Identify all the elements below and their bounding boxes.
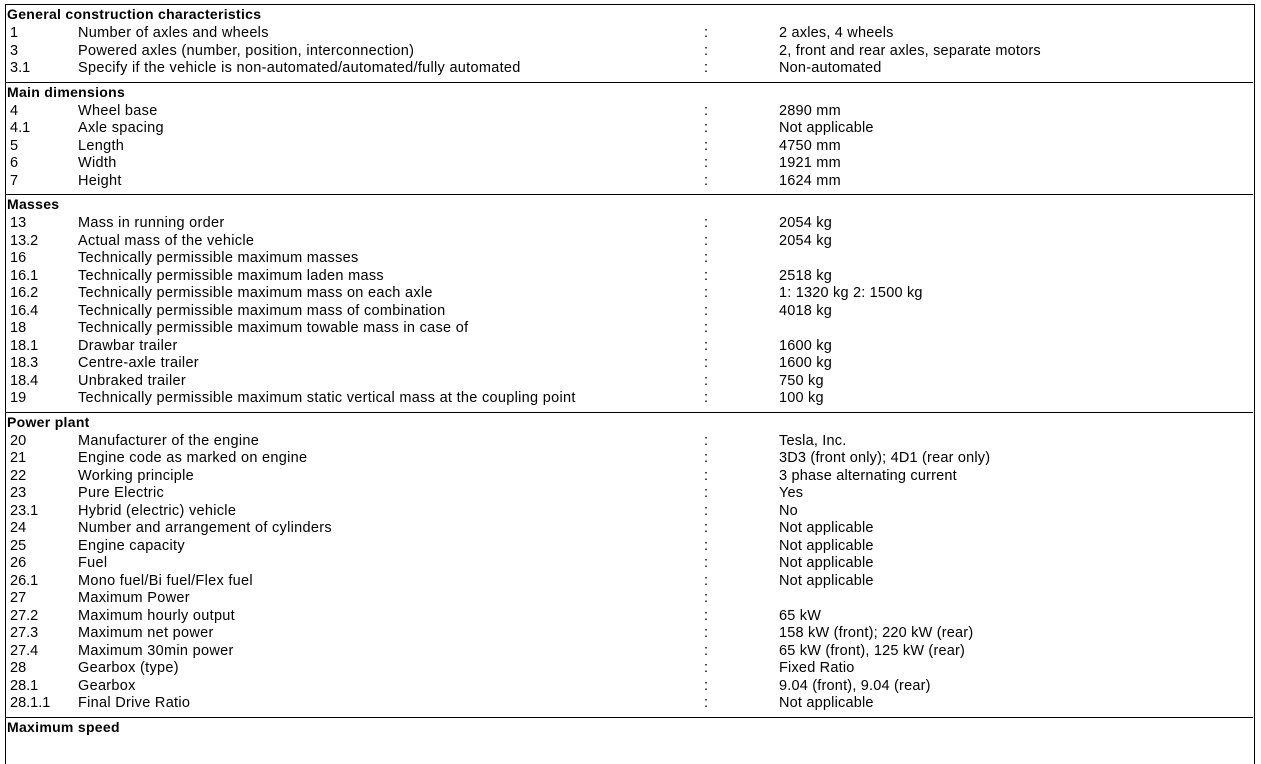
item-number: 7 (10, 172, 19, 189)
table-row (7, 338, 1253, 356)
item-value: Not applicable (779, 120, 874, 136)
separator-colon: : (704, 267, 709, 284)
item-label: Gearbox (type) (78, 660, 179, 676)
table-row (7, 433, 1253, 451)
item-number: 28.1 (10, 677, 39, 694)
item-number: 16.1 (10, 267, 39, 284)
item-value: 1600 kg (779, 337, 832, 354)
separator-colon: : (704, 520, 709, 536)
item-number: 22 (10, 467, 27, 484)
item-label: Technically permissible maximum static vertical mass at the coupling point (78, 390, 576, 406)
item-label: Engine capacity (78, 537, 185, 554)
item-label: Height (78, 172, 122, 189)
characteristics-document (7, 5, 1253, 736)
table-row (7, 173, 1253, 191)
item-value: 9.04 (front), 9.04 (rear) (779, 677, 931, 694)
item-value: Not applicable (779, 572, 874, 589)
item-label: Number of axles and wheels (78, 25, 269, 41)
separator-colon: : (704, 120, 709, 136)
separator-colon: : (704, 137, 709, 154)
item-value: 100 kg (779, 390, 824, 406)
table-row (7, 555, 1253, 573)
item-value: 2890 mm (779, 102, 841, 119)
item-number: 18.4 (10, 372, 39, 389)
item-number: 27 (10, 590, 27, 606)
item-number: 16 (10, 250, 27, 266)
item-label: Wheel base (78, 102, 158, 119)
item-number: 18.3 (10, 355, 39, 371)
item-label: Fuel (78, 555, 108, 571)
item-value: 1624 mm (779, 172, 841, 189)
table-row (7, 503, 1253, 521)
item-number: 3 (10, 42, 19, 59)
item-value: 2054 kg (779, 215, 832, 231)
table-row (7, 60, 1253, 78)
item-value: 2, front and rear axles, separate motors (779, 42, 1041, 59)
section-masses (5, 194, 1253, 412)
table-row (7, 25, 1253, 43)
table-row (7, 215, 1253, 233)
table-row (7, 250, 1253, 268)
item-number: 3.1 (10, 60, 31, 76)
item-number: 27.4 (10, 642, 39, 659)
table-row (7, 608, 1253, 626)
item-value: 65 kW (front), 125 kW (rear) (779, 642, 966, 659)
item-label: Mass in running order (78, 215, 225, 231)
table-row (7, 573, 1253, 591)
table-row (7, 155, 1253, 173)
separator-colon: : (704, 677, 709, 694)
section-main-dimensions (5, 82, 1253, 195)
item-value: Yes (779, 485, 804, 501)
table-row (7, 450, 1253, 468)
item-number: 24 (10, 520, 27, 536)
section-title: Masses (7, 196, 60, 212)
separator-colon: : (704, 320, 709, 336)
separator-colon: : (704, 390, 709, 406)
separator-colon: : (704, 42, 709, 59)
item-label: Working principle (78, 467, 195, 484)
item-number: 5 (10, 137, 19, 154)
item-value: Not applicable (779, 520, 874, 536)
item-number: 6 (10, 155, 19, 171)
separator-colon: : (704, 467, 709, 484)
separator-colon: : (704, 625, 709, 641)
item-number: 23 (10, 485, 27, 501)
section-title: Main dimensions (7, 83, 126, 100)
item-label: Mono fuel/Bi fuel/Flex fuel (78, 572, 253, 589)
item-value: Not applicable (779, 555, 874, 571)
item-label: Specify if the vehicle is non-automated/automated/fully automated (78, 60, 521, 76)
separator-colon: : (704, 502, 709, 519)
item-label: Hybrid (electric) vehicle (78, 502, 237, 519)
item-value: 3D3 (front only); 4D1 (rear only) (779, 450, 991, 466)
table-row (7, 390, 1253, 408)
section-title: Power plant (7, 413, 90, 430)
separator-colon: : (704, 102, 709, 119)
item-label: Gearbox (78, 677, 136, 694)
section-title: Maximum speed (7, 718, 120, 735)
table-row (7, 355, 1253, 373)
item-number: 26 (10, 555, 27, 571)
section-maximum-speed (5, 717, 1253, 736)
item-label: Technically permissible maximum mass of combination (78, 302, 446, 319)
table-row (7, 373, 1253, 391)
item-value: 4750 mm (779, 137, 841, 154)
item-label: Technically permissible maximum masses (78, 250, 359, 266)
item-label: Number and arrangement of cylinders (78, 520, 332, 536)
item-label: Maximum net power (78, 625, 214, 641)
item-number: 20 (10, 432, 27, 449)
item-label: Centre-axle trailer (78, 355, 199, 371)
section-rows (7, 213, 1253, 412)
table-row (7, 43, 1253, 61)
separator-colon: : (704, 537, 709, 554)
section-title: General construction characteristics (7, 6, 262, 22)
item-label: Manufacturer of the engine (78, 432, 260, 449)
separator-colon: : (704, 355, 709, 371)
item-number: 26.1 (10, 572, 39, 589)
item-value: 2 axles, 4 wheels (779, 25, 894, 41)
separator-colon: : (704, 572, 709, 589)
item-label: Technically permissible maximum mass on each axle (78, 285, 433, 301)
table-row (7, 520, 1253, 538)
table-row (7, 643, 1253, 661)
separator-colon: : (704, 250, 709, 266)
separator-colon: : (704, 695, 709, 711)
item-label: Engine code as marked on engine (78, 450, 308, 466)
item-number: 27.3 (10, 625, 39, 641)
item-number: 28.1.1 (10, 695, 51, 711)
item-number: 13 (10, 215, 27, 231)
item-value: Fixed Ratio (779, 660, 855, 676)
item-value: 1600 kg (779, 355, 832, 371)
item-number: 27.2 (10, 607, 39, 624)
separator-colon: : (704, 660, 709, 676)
item-label: Drawbar trailer (78, 337, 178, 354)
item-number: 23.1 (10, 502, 39, 519)
item-label: Final Drive Ratio (78, 695, 191, 711)
item-label: Unbraked trailer (78, 372, 186, 389)
item-value: Not applicable (779, 537, 874, 554)
table-row (7, 120, 1253, 138)
separator-colon: : (704, 590, 709, 606)
item-label: Technically permissible maximum laden mass (78, 267, 384, 284)
item-label: Width (78, 155, 117, 171)
separator-colon: : (704, 555, 709, 571)
separator-colon: : (704, 302, 709, 319)
item-number: 18 (10, 320, 27, 336)
item-value: No (779, 502, 798, 519)
table-row (7, 538, 1253, 556)
item-value: Non-automated (779, 60, 882, 76)
table-row (7, 303, 1253, 321)
item-label: Maximum hourly output (78, 607, 235, 624)
separator-colon: : (704, 372, 709, 389)
separator-colon: : (704, 337, 709, 354)
item-value: 158 kW (front); 220 kW (rear) (779, 625, 974, 641)
table-row (7, 320, 1253, 338)
section-rows (7, 431, 1253, 717)
section-rows (7, 23, 1253, 82)
item-number: 21 (10, 450, 27, 466)
table-row (7, 468, 1253, 486)
table-row (7, 268, 1253, 286)
section-rows (7, 101, 1253, 195)
item-label: Powered axles (number, position, interconnection) (78, 42, 415, 59)
separator-colon: : (704, 232, 709, 249)
table-row (7, 138, 1253, 156)
section-general-construction-characteristics (5, 5, 1253, 82)
separator-colon: : (704, 432, 709, 449)
item-label: Axle spacing (78, 120, 164, 136)
item-number: 19 (10, 390, 27, 406)
separator-colon: : (704, 285, 709, 301)
table-row (7, 678, 1253, 696)
item-number: 16.2 (10, 285, 39, 301)
separator-colon: : (704, 60, 709, 76)
item-label: Length (78, 137, 125, 154)
separator-colon: : (704, 215, 709, 231)
item-number: 4.1 (10, 120, 31, 136)
item-number: 18.1 (10, 337, 39, 354)
item-value: 2518 kg (779, 267, 832, 284)
table-row (7, 103, 1253, 121)
item-label: Actual mass of the vehicle (78, 232, 255, 249)
separator-colon: : (704, 172, 709, 189)
separator-colon: : (704, 642, 709, 659)
separator-colon: : (704, 485, 709, 501)
item-value: 750 kg (779, 372, 824, 389)
item-value: 1: 1320 kg 2: 1500 kg (779, 285, 923, 301)
table-row (7, 660, 1253, 678)
section-power-plant (5, 412, 1253, 717)
table-row (7, 590, 1253, 608)
item-number: 16.4 (10, 302, 39, 319)
item-value: 1921 mm (779, 155, 841, 171)
separator-colon: : (704, 607, 709, 624)
table-row (7, 485, 1253, 503)
item-number: 25 (10, 537, 27, 554)
separator-colon: : (704, 25, 709, 41)
item-label: Technically permissible maximum towable mass in case of (78, 320, 469, 336)
item-value: 2054 kg (779, 232, 832, 249)
table-row (7, 233, 1253, 251)
item-label: Maximum 30min power (78, 642, 234, 659)
table-row (7, 625, 1253, 643)
separator-colon: : (704, 450, 709, 466)
item-value: Tesla, Inc. (779, 432, 847, 449)
item-number: 13.2 (10, 232, 39, 249)
separator-colon: : (704, 155, 709, 171)
item-value: Not applicable (779, 695, 874, 711)
item-number: 28 (10, 660, 27, 676)
table-row (7, 285, 1253, 303)
item-label: Maximum Power (78, 590, 190, 606)
item-number: 1 (10, 25, 19, 41)
item-value: 65 kW (779, 607, 822, 624)
item-value: 3 phase alternating current (779, 467, 957, 484)
table-row (7, 695, 1253, 713)
item-number: 4 (10, 102, 19, 119)
item-value: 4018 kg (779, 302, 832, 319)
item-label: Pure Electric (78, 485, 165, 501)
